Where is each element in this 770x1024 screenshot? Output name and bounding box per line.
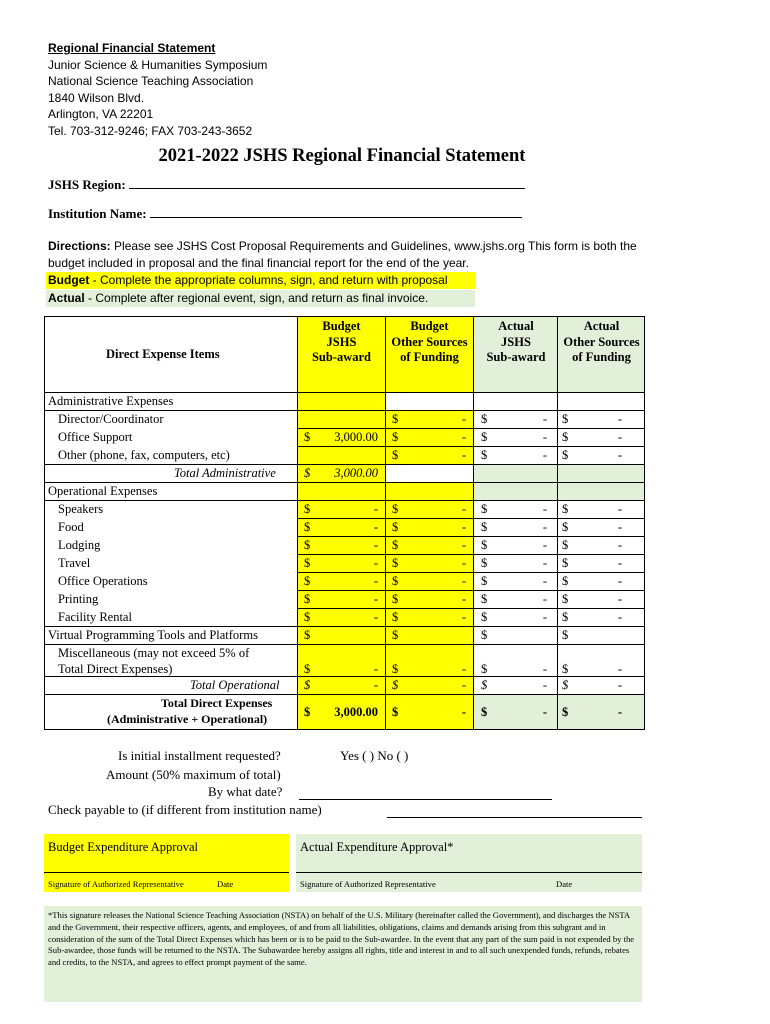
currency-symbol: $ [392,430,399,444]
currency-symbol: $ [481,610,488,624]
amount-value: - [461,610,466,624]
currency-symbol: $ [392,520,399,534]
header-line: Tel. 703-312-9246; FAX 703-243-3652 [48,123,253,138]
row-label-total-direct: Total Direct Expenses [161,696,273,710]
col-header-line: Budget [410,319,449,333]
actual-signature-label: Signature of Authorized Representative [300,879,436,889]
amount-value: - [542,556,547,570]
row-label-admin: Administrative Expenses [48,394,174,408]
signature-line [296,872,642,873]
currency-symbol: $ [392,448,399,462]
amount-value: - [542,430,547,444]
table-border [44,729,645,730]
amount-value: - [461,574,466,588]
amount-value: - [373,662,378,676]
col-header-line: of Funding [400,350,459,364]
currency-symbol: $ [562,592,569,606]
currency-symbol: $ [562,678,569,692]
currency-symbol: $ [304,538,311,552]
institution-label: Institution Name: [48,206,147,221]
table-border [297,608,645,609]
amount-value: - [617,705,622,719]
amount-value: - [461,412,466,426]
amount-value: - [373,574,378,588]
col-header-line: JSHS [326,334,357,349]
institution-field [48,205,522,222]
release-footnote: *This signature releases the National Science Teaching Association (NSTA) on behalf of the U.S. Military (hereinafter called the Government), and discharges the NSTA and the Government, their respective officers, agents, and employees, of and from all liabilities, obligations, claims and demands arising from this subgrant and in consideration of the sum of the Total Direct Expenses which has been or is to be paid to the Sub-awardee. In the event that any part of the sum paid is not expended by the Sub-awardee, those funds will be returned to the NSTA. The Subawardee hereby assigns all rights, title and interest in and to all such unexpended funds, refunds, rebates and credits, to the NSTA, and agrees to effect prompt payment of the same. [44,906,642,1002]
amount-value: - [542,520,547,534]
amount-value: - [373,538,378,552]
currency-symbol: $ [481,628,488,642]
amount-value: - [542,502,547,516]
table-border [557,316,558,729]
amount-value: - [617,574,622,588]
budget-jshs-column-fill [298,316,385,729]
currency-symbol: $ [392,412,399,426]
amount-value: - [542,662,547,676]
amount-value: - [542,412,547,426]
currency-symbol: $ [304,662,311,676]
currency-symbol: $ [304,502,311,516]
currency-symbol: $ [392,502,399,516]
table-border [297,446,645,447]
amount-value: - [617,538,622,552]
currency-symbol: $ [392,662,399,676]
actual-date-label: Date [556,879,573,889]
currency-symbol: $ [392,538,399,552]
table-border [297,536,645,537]
amount-value: - [461,592,466,606]
amount-value: - [617,448,622,462]
currency-symbol: $ [481,448,488,462]
actual-instruction-text: - Complete after regional event, sign, and return as final invoice. [84,291,429,305]
amount-value: - [617,502,622,516]
amount-value: - [542,678,547,692]
currency-symbol: $ [304,466,311,480]
table-border [297,572,645,573]
currency-symbol: $ [392,610,399,624]
currency-symbol: $ [304,628,311,642]
currency-symbol: $ [304,574,311,588]
currency-symbol: $ [562,574,569,588]
signature-line [44,872,289,873]
amount-value: - [461,502,466,516]
amount-value: 3,000.00 [334,466,378,480]
date-question: By what date? [208,784,283,799]
item-header: Direct Expense Items [106,347,220,361]
currency-symbol: $ [392,705,399,719]
col-header-line: of Funding [572,350,631,364]
currency-symbol: $ [562,705,569,719]
currency-symbol: $ [481,556,488,570]
currency-symbol: $ [304,610,311,624]
currency-symbol: $ [481,678,488,692]
col-header-line: Sub-award [311,350,372,364]
row-label-total-admin: Total Administrative [174,466,276,480]
installment-question: Is initial installment requested? [118,748,281,763]
currency-symbol: $ [392,574,399,588]
yes-no-options[interactable]: Yes ( ) No ( ) [340,748,409,763]
organization-header [48,40,267,140]
currency-symbol: $ [481,502,488,516]
row-label-total-operational: Total Operational [190,678,280,692]
currency-symbol: $ [481,520,488,534]
blank-cell [386,392,473,410]
currency-symbol: $ [392,556,399,570]
table-border [297,518,645,519]
header-title: Regional Financial Statement [48,41,216,55]
currency-symbol: $ [392,592,399,606]
amount-value: - [542,574,547,588]
col-header-actual-jshs [474,316,558,366]
amount-value: - [461,678,466,692]
header-line: Junior Science & Humanities Symposium [48,57,268,72]
row-label: Virtual Programming Tools and Platforms [48,628,258,642]
row-label: Food [58,520,84,534]
col-header-line: Sub-award [486,350,546,364]
amount-value: - [542,448,547,462]
amount-value: - [542,705,547,719]
amount-question: Amount (50% maximum of total) [106,767,281,782]
actual-approval-title: Actual Expenditure Approval* [300,840,454,854]
amount-value: - [617,412,622,426]
col-header-line: Actual [498,319,534,333]
table-border [473,316,474,729]
currency-symbol: $ [481,538,488,552]
budget-date-label: Date [217,879,234,889]
amount-value: - [461,662,466,676]
budget-instruction-text: - Complete the appropriate columns, sign, and return with proposal [89,273,448,287]
amount-value: - [373,592,378,606]
blank-cell [386,464,473,482]
table-border [644,316,645,729]
currency-symbol: $ [304,520,311,534]
table-border [44,500,645,501]
row-label: Speakers [58,502,104,516]
header-line: Arlington, VA 22201 [48,107,154,122]
table-border [44,694,645,695]
amount-value: - [617,678,622,692]
budget-approval-title: Budget Expenditure Approval [48,840,198,854]
currency-symbol: $ [562,628,569,642]
currency-symbol: $ [481,574,488,588]
amount-value: - [542,592,547,606]
region-field [48,176,525,193]
check-payable-question: Check payable to (if different from institution name) [48,802,322,817]
check-payable-input-line[interactable] [387,817,642,818]
col-header-line: Other Sources [391,334,468,349]
header-line: 1840 Wilson Blvd. [48,90,145,105]
date-input-line[interactable] [299,799,552,800]
table-border [385,316,386,729]
row-label: Lodging [58,538,101,552]
row-label-total-direct-sub: (Administrative + Operational) [107,712,268,726]
amount-value: - [617,610,622,624]
amount-value: - [373,520,378,534]
amount-value: - [461,705,466,719]
institution-input-line[interactable] [150,205,522,218]
amount-value: - [542,610,547,624]
amount-value: - [617,592,622,606]
amount-value: - [617,430,622,444]
amount-value: - [617,556,622,570]
currency-symbol: $ [481,592,488,606]
amount-value: - [461,556,466,570]
currency-symbol: $ [304,556,311,570]
col-header-actual-other [558,316,645,366]
row-label: Director/Coordinator [58,412,164,426]
row-label: Other (phone, fax, computers, etc) [58,448,230,462]
col-header-budget-jshs [298,316,385,366]
col-header-budget-other [386,316,473,366]
amount-value: 3,000.00 [334,705,378,719]
budget-signature-label: Signature of Authorized Representative [48,879,184,889]
currency-symbol: $ [562,556,569,570]
row-label: Travel [58,556,91,570]
currency-symbol: $ [304,705,311,719]
col-header-line: Budget [322,319,361,333]
currency-symbol: $ [392,678,399,692]
currency-symbol: $ [304,592,311,606]
row-label: Printing [58,592,99,606]
table-border [297,316,298,729]
amount-value: - [617,662,622,676]
currency-symbol: $ [304,678,311,692]
amount-value: - [461,520,466,534]
currency-symbol: $ [562,430,569,444]
budget-instruction [46,272,475,289]
currency-symbol: $ [562,502,569,516]
actual-instruction-label: Actual [48,291,85,305]
directions-label: Directions: [48,239,111,253]
currency-symbol: $ [481,412,488,426]
col-header-line: JSHS [501,334,531,349]
amount-value: - [617,520,622,534]
document-title: 2021-2022 JSHS Regional Financial Statement [158,146,526,166]
row-label: Office Operations [58,574,148,588]
table-border [44,316,45,729]
directions [48,238,638,272]
currency-symbol: $ [481,430,488,444]
header-line: National Science Teaching Association [48,74,254,89]
currency-symbol: $ [304,430,311,444]
currency-symbol: $ [562,520,569,534]
currency-symbol: $ [562,448,569,462]
row-label-operational: Operational Expenses [48,484,158,498]
amount-value: - [461,430,466,444]
row-label: Office Support [58,430,133,444]
amount-value: 3,000.00 [334,430,378,444]
amount-value: - [373,556,378,570]
directions-text: Please see JSHS Cost Proposal Requirements and Guidelines, www.jshs.org This form is both the budget included in proposal and the final financial report for the end of the year. [48,239,637,270]
currency-symbol: $ [481,705,488,719]
currency-symbol: $ [562,610,569,624]
budget-instruction-label: Budget [48,273,90,287]
region-input-line[interactable] [129,176,525,189]
amount-value: - [542,538,547,552]
amount-value: - [373,610,378,624]
actual-instruction [46,290,475,307]
col-header-line: Actual [583,319,620,333]
currency-symbol: $ [562,662,569,676]
currency-symbol: $ [481,662,488,676]
amount-value: - [461,448,466,462]
currency-symbol: $ [392,628,399,642]
row-label: Facility Rental [58,610,132,624]
region-label: JSHS Region: [48,177,126,192]
table-border [297,590,645,591]
row-label: Total Direct Expenses) [58,662,173,676]
table-border [297,554,645,555]
budget-other-column-fill [386,316,473,729]
currency-symbol: $ [562,538,569,552]
currency-symbol: $ [562,412,569,426]
row-label: Miscellaneous (may not exceed 5% of [58,646,250,660]
col-header-line: Other Sources [563,334,640,349]
amount-value: - [373,678,378,692]
amount-value: - [373,502,378,516]
amount-value: - [461,538,466,552]
